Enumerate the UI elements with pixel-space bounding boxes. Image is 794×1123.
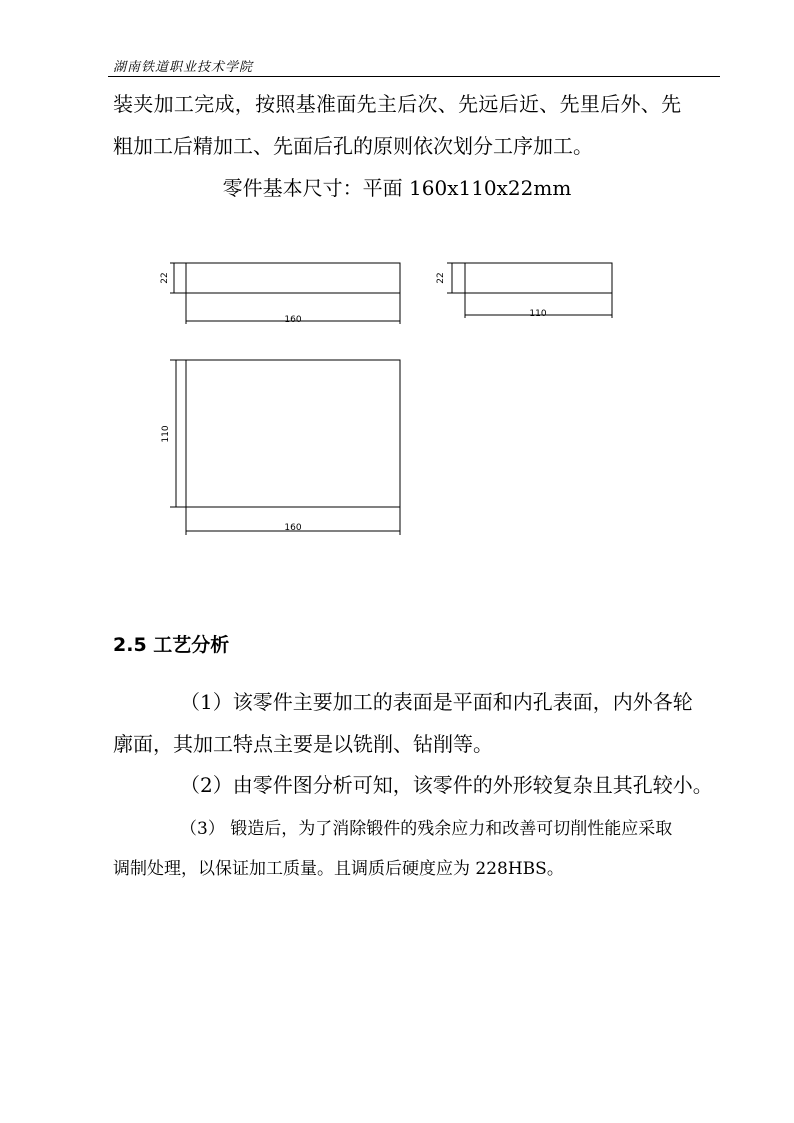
section-title: 2.5 工艺分析 bbox=[113, 634, 230, 656]
side-view-outline bbox=[465, 263, 612, 293]
top-view-outline bbox=[186, 360, 400, 507]
side-width-label: 110 bbox=[529, 309, 547, 319]
figure-caption: 零件基本尺寸：平面 160x110x22mm bbox=[222, 176, 572, 200]
header-institution: 湖南铁道职业技术学院 bbox=[113, 60, 254, 75]
item3-line-2: 调制处理，以保证加工质量。且调质后硬度应为 228HBS。 bbox=[113, 859, 564, 879]
front-height-label: 22 bbox=[160, 272, 170, 284]
top-width-label: 160 bbox=[284, 523, 302, 533]
side-height-label: 22 bbox=[436, 272, 446, 284]
top-view bbox=[170, 360, 400, 535]
intro-line-1: 装夹加工完成，按照基准面先主后次、先远后近、先里后外、先 bbox=[113, 92, 682, 116]
front-view-outline bbox=[186, 263, 400, 293]
item1-line-1: （1）该零件主要加工的表面是平面和内孔表面，内外各轮 bbox=[180, 690, 693, 714]
top-height-label: 110 bbox=[161, 425, 171, 443]
item2-line: （2）由零件图分析可知，该零件的外形较复杂且其孔较小。 bbox=[180, 773, 713, 797]
front-width-label: 160 bbox=[284, 315, 302, 325]
item1-line-2: 廓面，其加工特点主要是以铣削、钻削等。 bbox=[113, 732, 493, 756]
intro-line-2: 粗加工后精加工、先面后孔的原则依次划分工序加工。 bbox=[113, 134, 593, 158]
item3-line-1: （3） 锻造后，为了消除锻件的残余应力和改善可切削性能应采取 bbox=[180, 819, 673, 839]
